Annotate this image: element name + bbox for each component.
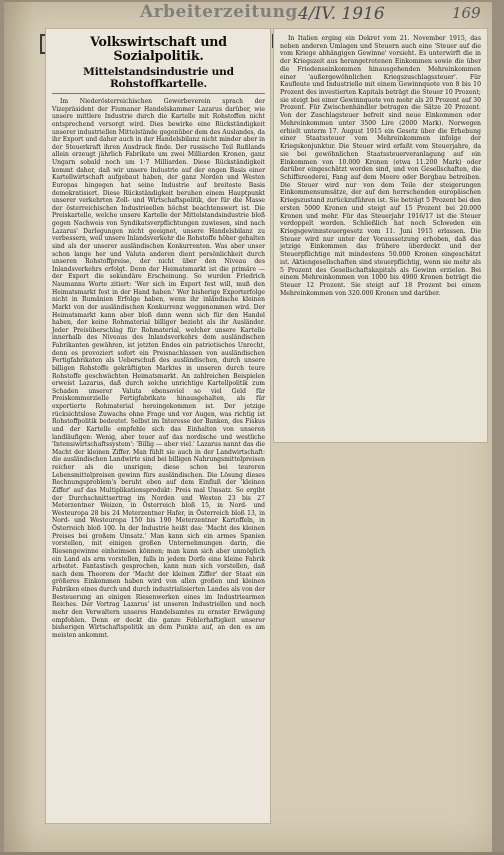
article-headline: Volkswirtschaft und Sozialpolitik.: [90, 34, 227, 63]
article-subheadline: Mittelstandsindustrie und Rohstoffkartelle.: [52, 66, 265, 94]
background-strip-right: [492, 0, 504, 855]
article-left-column: [45, 28, 271, 824]
right-body-paragraph: In Italien erging ein Dekret vom 21. November 1915, das neben anderen Umlagen und Steuern auch eine 'Steuer auf die vom Kriege abhängigen Gewinne' vorsieht. Es unterwirft die in der Kriegszeit aus herangetretenen Einkommen sowie die über die Friedenseinkommen hinausgehenden Mehreinkommen einer 'außergewöhnlichen Kriegszuschlagssteuer'. Für Kaufleute und Industrielle mit einem Gewinnquote von 8 bis 10 Prozent des investierten Kapitals beträgt die Steuer 10 Prozent; sie steigt bei einer Gewinnquote von mehr als 20 Prozent auf 30 Prozent. Für Zwischenhändler betragen die Sätze 20 Prozent. Von der Zuschlagsteuer befreit sind neue Einkommen oder Mehreinkommen unter 3500 Lire (2000 Mark). Norwegen erhielt unterm 17. August 1915 ein Gesetz über die Erhebung einer Staatssteuer vom Mehreinkommen infolge der Kriegskonjunktur. Die Steuer wird erfaßt vom Steuerjahre, da sie bei gewöhnlichen Staatssteuerveranlagung auf ein Einkommen von 10.000 Kronen (etwa 11.200 Mark) oder darüber eingeschätzt worden sind, und von Gesellschaften, die Schiffsreederei, Fang auf dem Meere oder Bergbau betreiben. Die Steuer wird nur von dem Teile der steigerungen Einkommensumsätze, der auf den herrschenden europäischen Kriegszustand zurückzuführen ist. Sie beträgt 5 Prozent bei den ersten 5000 Kronen und steigt auf 15 Prozent bei 20.000 Kronen und mehr. Für das Steuerjahr 1916/17 ist die Steuer verdoppelt worden. Schließlich hat noch Schweden ein Kriegsgewinnsteuergesetz vom 11. Juni 1915 erlassen. Die Steuer wird nur unter der Voraussetzung erhoben, daß das jetzige Einkommen das frühere überdeckt und der Steuerpflichtige mit mindestens 50.000 Kronen eingeschätzt ist. Aktiengesellschaften sind steuerpflichtig, wenn sie mehr als 5 Prozent des Gesellschaftskapitals als Gewinn erzielen. Bei einem Mehreinkommen von 1000 bis 4900 Kronen beträgt die Steuer 12 Prozent. Sie steigt auf 18 Prozent bei einem Mehreinkommen von 320.000 Kronen und darüber.: [280, 35, 481, 297]
newspaper-masthead: Arbeiterzeitung: [140, 2, 298, 22]
article-right-column: [273, 28, 488, 443]
left-body-paragraph: Im Niederösterreichischen Gewerbeverein sprach der Vizepräsident der Fiumaner Handelskammer Lazarus darüber, wie unsere mittlere Industrie durch die Kartelle mit Rohstoffen nicht entsprechend versorgt wird. Dies bewirke eine Rückständigkeit unserer industriellen Mittelstände gegenüber dem des Auslandes, da ihr Export und daher auch in der Handelsbilanz nicht minder aber in der Steuerkraft ihren Ausdruck finde. Der russische Teil Rußlands allein erzeugt jährlich Fabrikate um zwei Milliarden Kronen, ganz Ungarn sobald noch um 1·7 Milliarden. Diese Rückständigkeit kommt daher, daß wir unsere Industrie auf der engen Basis einer Kartellwirtschaft aufgebaut haben, der ganz Norden und Westen Europas hingegen hat seine Industrie auf breiteste Basis demokratisiert. Diese Rückständigkeit beruhen einem Hauptpunkt unserer verkehrten Zoll- und Wirtschaftspolitik, der für die Masse der österreichischen Industrieellen höchst beachtenswert ist. Die Preiskartelle, welche unsere Kartelle der Mittelstandsindustrie bloß gegen Nachweis von Syndikatsverpflichtungen zuwiesen, sind nach Lazarus' Darlegungen nicht geeignet, unsere Handelsbilanz zu verbessern, weil unsere Inlandsverkehr die Rohstoffe höher gehalten sind als der unserer ausländischen Konkurrenten. Was aber unser schon lange her und Valuta anderen dient persönlichkeit durch unseren Rohstoffpreise, der nicht über den Niveau des Inlandsverkehrs erfolgt. Denn der Heimatsmarkt ist die primäre — der Export die sekundäre Erscheinung. So wurden Friedrich Naumanns Worte zitiert: 'Wer sich im Export fest will, muß den Heimatsmarkt fest in der Hand haben.' Wer bisherige Exporterfolge nicht in Rumänien Erfolge haben, wenn ihr inländische kleinen Markt von der ausländischen Konkurrenz weggenommen wird. Der Heimatsmarkt kann aber bloß dann wenn sich für den Handel haben, der keine Rohmaterial billiger bezieht als ihr Ausländer. Jeder Preisüberschlag für Rohmaterial, welcher unsere Kartelle innerhalb des Niveaus des Inlandsverkehrs dem ausländischen Fabrikanten gewähren, ist jetzten Endes ein patriotisches Unrecht, denn es provoziert sofort ein Preisnachlassen von ausländischen Fertigfabrikaten als Ueberschuß des ausländischen, durch unsere billigen Rohstoffe gekräftigten Marktes in unseren durch teure Rohstoffe geschwächten Heimatsmarkt. An zahlreichen Beispielen erweist Lazarus, daß durch solche unrichtige Kartellpolitik zum Schaden unserer Valuta ebensoviel so viel Geld für Preiskommerzielle Fertigfabrikate hinausgehalten, als für exportierte Rohmaterial hereingekommen ist. Der jetzige rücksichtslose Zuwachs ohne Frage und vor Augen, was richtig ist Rohstoffpolitik bedeutet. Selbst im Interesse der Banken, des Fiskus und der Kartelle empfehle sich das Einhalten von unseren landläufigen: Wenig, aber teuer auf das nordische und westliche 'Intensiwirtschaftssystem': 'Billig — aber viel.' Lazarus nannt das die Macht der kleinen Ziffer. Man fühlt sie auch in der Landwirtschaft: die ausländischen Landwirte sind bei billigen Nahrungsmittelpreisen reicher als die unsrigen; diese schon bei teureren Lebensmittelpreisen gewinn fürs ausländischen. Die Lösung dieses Rechnungsproblem's beruht eben auf dem Einfluß der 'kleinen Ziffer' auf das Multiplikationsprodukt: Preis mal Umsatz. So ergibt der Durchschnittsertrag im Norden und Westen 23 bis 27 Meterzentner Weizen, in Österreich bloß 15, in Nord- und Westeuropa 28 bis 24 Meterzentner Hafer, in Österreich bloß 13, in Nord- und Westeuropa 150 bis 190 Meterzentner Kartoffeln, in Österreich bloß 100. In der Industrie heißt das: 'Macht des kleinen Preises bei großem Umsatz.' Man kann sich ein armes Spanien vorstellen, mit einigen großen Unternehmungen darin, die Riesengewinne einheimsen können; man kann sich aber unmöglich ein Land als arm vorstellen, falls in jedem Dorfe eine kleine Fabrik arbeitet. Fantastisch gesprochen, kann man sich vorstellen, daß nach dem Theorem der 'Macht der kleinen Ziffer' der Staat ein größeres Einkommen haben wird von allen großen und kleinen Fabriken eines durch und durch industrialisierten Landes als von der Besteuerung an einigen Riesenwerken eines im Industriearmen Reiches. Der Vortrag Lazarus' ist unseren Industriellen und noch mehr den Verwaltern unseres Handelsamtes zu ernster Erwägung empfohlen. Denn er deckt die ganze Fehlerhaftigkeit unserer bisherigen Wirtschaftspolitik an dem Punkte auf, an den es am meisten ankommt.: [52, 98, 265, 639]
paper-edge-shadow: [4, 0, 34, 852]
archive-number: 169: [452, 4, 481, 22]
handwritten-date: 4/IV. 1916: [298, 4, 385, 24]
article-body-left: [52, 98, 265, 639]
article-body-right: [280, 35, 481, 297]
